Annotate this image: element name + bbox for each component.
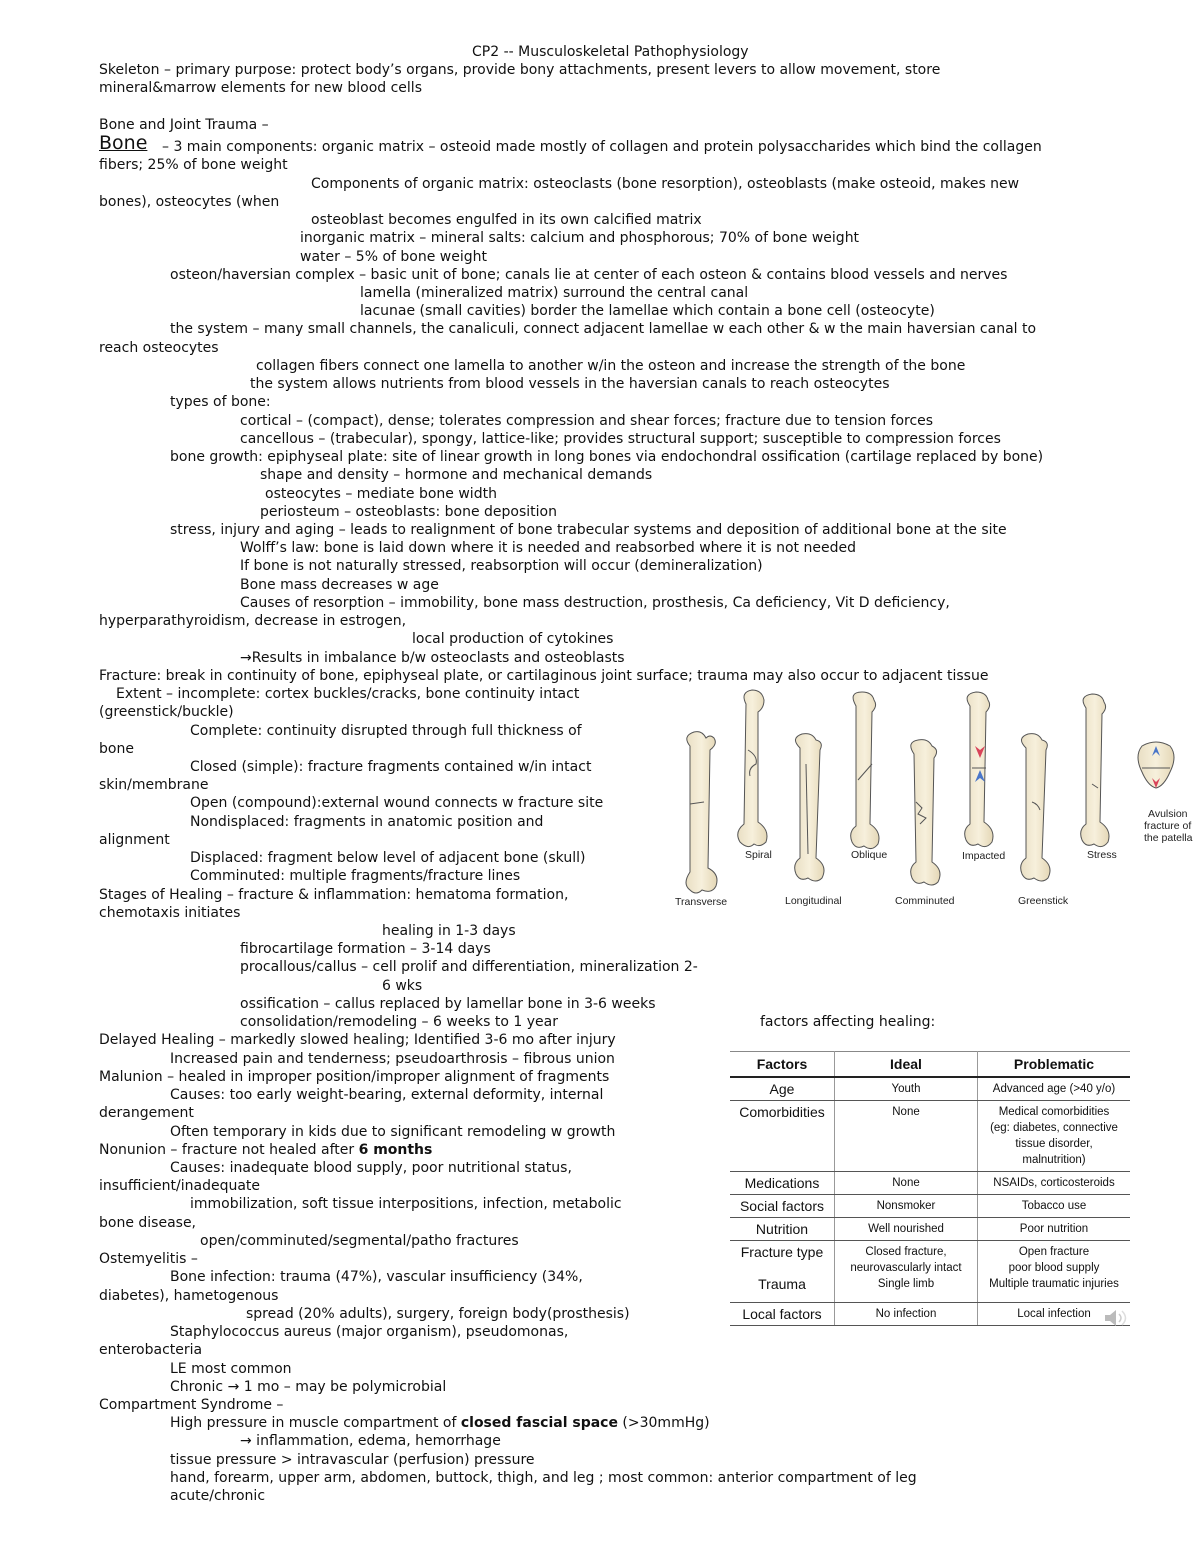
text-line: immobilization, soft tissue interpositions, infection, metabolic	[190, 1196, 622, 1212]
text-line: chemotaxis initiates	[99, 905, 241, 921]
text-line: Delayed Healing – markedly slowed healing; Identified 3-6 mo after injury	[99, 1032, 616, 1048]
nonunion-bold: 6 months	[358, 1142, 433, 1158]
text-line: spread (20% adults), surgery, foreign body(prosthesis)	[246, 1306, 630, 1322]
label-longitudinal: Longitudinal	[785, 895, 842, 907]
text-line: Components of organic matrix: osteoclasts (bone resorption), osteoblasts (make osteoid, makes new	[311, 176, 1020, 192]
text-line: fibrocartilage formation – 3-14 days	[240, 941, 491, 957]
text-line: skin/membrane	[99, 777, 209, 793]
cell-ideal: Youth	[835, 1077, 978, 1101]
text-line: If bone is not naturally stressed, reabsorption will occur (demineralization)	[240, 558, 763, 574]
cell-ideal: Closed fracture, neurovascularly intact Single limb	[835, 1241, 978, 1303]
bone-comminuted	[911, 740, 940, 885]
text-line: Chronic → 1 mo – may be polymicrobial	[170, 1379, 447, 1395]
text-line: Increased pain and tenderness; pseudoarthrosis – fibrous union	[170, 1051, 615, 1067]
text-line: shape and density – hormone and mechanical demands	[260, 467, 653, 483]
header-factors: Factors	[730, 1052, 835, 1078]
text-line: healing in 1-3 days	[382, 923, 516, 939]
bone-stress	[1081, 694, 1109, 847]
text-line: derangement	[99, 1105, 194, 1121]
label-stress: Stress	[1087, 849, 1117, 861]
cell-problematic: Medical comorbidities (eg: diabetes, connective tissue disorder, malnutrition)	[978, 1101, 1131, 1172]
header-problematic: Problematic	[978, 1052, 1131, 1078]
text-line: types of bone:	[170, 394, 271, 410]
text-line: collagen fibers connect one lamella to another w/in the osteon and increase the strength of the bone	[256, 358, 966, 374]
text-line: cortical – (compact), dense; tolerates compression and shear forces; fracture due to tension forces	[240, 413, 934, 429]
cell-problematic: Poor nutrition	[978, 1218, 1131, 1241]
cell-factor: Local factors	[730, 1303, 835, 1326]
text-line: inorganic matrix – mineral salts: calcium and phosphorous; 70% of bone weight	[300, 230, 860, 246]
cell-ideal: None	[835, 1172, 978, 1195]
healing-factors-table-wrap	[730, 1051, 1130, 1326]
table-row	[730, 1195, 1130, 1218]
text-line: tissue pressure > intravascular (perfusion) pressure	[170, 1452, 535, 1468]
text-line: stress, injury and aging – leads to realignment of bone trabecular systems and deposition of additional bone at the site	[170, 522, 1007, 538]
healing-factors-table	[730, 1051, 1130, 1326]
table-row	[730, 1241, 1130, 1303]
table-header-row	[730, 1052, 1130, 1078]
text-line: Displaced: fragment below level of adjacent bone (skull)	[190, 850, 586, 866]
compartment-post: (>30mmHg)	[617, 1415, 710, 1431]
table-row	[730, 1218, 1130, 1241]
bone-transverse	[686, 732, 717, 893]
text-line: Compartment Syndrome –	[99, 1397, 284, 1413]
label-transverse: Transverse	[675, 896, 728, 908]
text-line: Extent – incomplete: cortex buckles/cracks, bone continuity intact	[116, 686, 580, 702]
cell-ideal: Well nourished	[835, 1218, 978, 1241]
fracture-types-figure	[672, 684, 1198, 910]
text-line: Bone and Joint Trauma –	[99, 117, 269, 133]
cell-factor: Age	[730, 1077, 835, 1101]
text-line: fibers; 25% of bone weight	[99, 157, 288, 173]
compartment-bold: closed fascial space	[460, 1415, 618, 1431]
text-line: Bone infection: trauma (47%), vascular insufficiency (34%,	[170, 1269, 583, 1285]
text-line: bone growth: epiphyseal plate: site of linear growth in long bones via endochondral ossification (cartilage replaced by bone)	[170, 449, 1044, 465]
text-line: Wolff’s law: bone is laid down where it is needed and reabsorbed where it is not needed	[240, 540, 856, 556]
label-impacted: Impacted	[962, 850, 1006, 862]
cell-factor: Fracture type Trauma	[730, 1241, 835, 1303]
text-line: Bone mass decreases w age	[240, 577, 439, 593]
text-line: Causes: too early weight-bearing, external deformity, internal	[170, 1087, 604, 1103]
text-line: the system – many small channels, the canaliculi, connect adjacent lamellae w each other & w the main haversian canal to	[170, 321, 1037, 337]
text-line: (greenstick/buckle)	[99, 704, 234, 720]
cell-factor: Nutrition	[730, 1218, 835, 1241]
text-line: lamella (mineralized matrix) surround the central canal	[360, 285, 749, 301]
cell-factor: Medications	[730, 1172, 835, 1195]
text-line: lacunae (small cavities) border the lamellae which contain a bone cell (osteocyte)	[360, 303, 935, 319]
text-line: the system allows nutrients from blood vessels in the haversian canals to reach osteocytes	[250, 376, 890, 392]
table-row	[730, 1101, 1130, 1172]
label-oblique: Oblique	[851, 849, 888, 861]
bone-greenstick	[1021, 734, 1050, 881]
text-line: Open (compound):external wound connects w fracture site	[190, 795, 604, 811]
compartment-line	[170, 1414, 710, 1432]
cell-ideal: None	[835, 1101, 978, 1172]
text-line: hand, forearm, upper arm, abdomen, buttock, thigh, and leg ; most common: anterior compartment of leg	[170, 1470, 917, 1486]
label-avulsion-1: Avulsion	[1148, 808, 1188, 820]
bone-longitudinal	[795, 734, 824, 881]
bone-oblique	[851, 692, 879, 849]
text-line: Comminuted: multiple fragments/fracture lines	[190, 868, 521, 884]
nonunion-line	[99, 1141, 432, 1159]
cell-problematic: Tobacco use	[978, 1195, 1131, 1218]
text-line: Staphylococcus aureus (major organism), pseudomonas,	[170, 1324, 569, 1340]
label-greenstick: Greenstick	[1018, 895, 1069, 907]
text-line: Skeleton – primary purpose: protect body’s organs, provide bony attachments, present levers to allow movement, store	[99, 62, 941, 78]
bone-heading: Bone	[99, 132, 148, 154]
cell-ideal: Nonsmoker	[835, 1195, 978, 1218]
text-line: hyperparathyroidism, decrease in estrogen,	[99, 613, 407, 629]
text-line: local production of cytokines	[412, 631, 614, 647]
text-line: osteon/haversian complex – basic unit of bone; canals lie at center of each osteon & contains blood vessels and nerves	[170, 267, 1008, 283]
compartment-text: High pressure in muscle compartment of	[170, 1415, 461, 1431]
cell-factor: Comorbidities	[730, 1101, 835, 1172]
text-line: bone disease,	[99, 1215, 197, 1231]
text-line: Causes: inadequate blood supply, poor nutritional status,	[170, 1160, 572, 1176]
table-body	[730, 1077, 1130, 1326]
text-line: bones), osteocytes (when	[99, 194, 280, 210]
text-line: cancellous – (trabecular), spongy, lattice-like; provides structural support; susceptible to compression forces	[240, 431, 1001, 447]
text-line: Complete: continuity disrupted through full thickness of	[190, 723, 582, 739]
page-title: CP2 -- Musculoskeletal Pathophysiology	[472, 44, 749, 60]
text-line: LE most common	[170, 1361, 292, 1377]
text-line: mineral&marrow elements for new blood cells	[99, 80, 422, 96]
nonunion-text: Nonunion – fracture not healed after	[99, 1142, 359, 1158]
text-line: insufficient/inadequate	[99, 1178, 261, 1194]
cell-problematic: Local infection	[978, 1303, 1131, 1326]
header-ideal: Ideal	[835, 1052, 978, 1078]
text-line: acute/chronic	[170, 1488, 266, 1504]
cell-problematic: Advanced age (>40 y/o)	[978, 1077, 1131, 1101]
text-line: – 3 main components: organic matrix – osteoid made mostly of collagen and protein polysaccharides which bind the collagen	[162, 139, 1042, 155]
cell-problematic: NSAIDs, corticosteroids	[978, 1172, 1131, 1195]
text-line: alignment	[99, 832, 170, 848]
cell-ideal: No infection	[835, 1303, 978, 1326]
text-line: Nondisplaced: fragments in anatomic position and	[190, 814, 544, 830]
text-line: →Results in imbalance b/w osteoclasts and osteoblasts	[240, 650, 625, 666]
text-line: Often temporary in kids due to significant remodeling w growth	[170, 1124, 616, 1140]
text-line: periosteum – osteoblasts: bone deposition	[260, 504, 557, 520]
label-spiral: Spiral	[745, 849, 772, 861]
text-line: enterobacteria	[99, 1342, 203, 1358]
text-line: Fracture: break in continuity of bone, epiphyseal plate, or cartilaginous joint surface; trauma may also occur to adjacent tissue	[99, 668, 989, 684]
table-row	[730, 1077, 1130, 1101]
text-line: Causes of resorption – immobility, bone mass destruction, prosthesis, Ca deficiency, Vit D deficiency,	[240, 595, 950, 611]
text-line: procallous/callus – cell prolif and differentiation, mineralization 2-	[240, 959, 698, 975]
text-line: factors affecting healing:	[760, 1014, 936, 1030]
cell-problematic: Open fracture poor blood supply Multiple traumatic injuries	[978, 1241, 1131, 1303]
text-line: osteoblast becomes engulfed in its own calcified matrix	[311, 212, 702, 228]
text-line: Malunion – healed in improper position/improper alignment of fragments	[99, 1069, 610, 1085]
text-line: osteocytes – mediate bone width	[265, 486, 497, 502]
text-line: Stages of Healing – fracture & inflammation: hematoma formation,	[99, 887, 569, 903]
bone-impacted	[965, 692, 993, 847]
speaker-icon[interactable]	[1103, 1307, 1129, 1329]
text-line: consolidation/remodeling – 6 weeks to 1 year	[240, 1014, 558, 1030]
text-line: open/comminuted/segmental/patho fractures	[200, 1233, 519, 1249]
cell-factor: Social factors	[730, 1195, 835, 1218]
text-line: reach osteocytes	[99, 340, 219, 356]
table-row	[730, 1303, 1130, 1326]
table-row	[730, 1172, 1130, 1195]
text-line: Closed (simple): fracture fragments contained w/in intact	[190, 759, 592, 775]
text-line: diabetes), hametogenous	[99, 1288, 279, 1304]
text-line: ossification – callus replaced by lamellar bone in 3-6 weeks	[240, 996, 656, 1012]
text-line: Ostemyelitis –	[99, 1251, 198, 1267]
label-avulsion-3: the patella	[1144, 832, 1193, 844]
label-comminuted: Comminuted	[895, 895, 955, 907]
label-avulsion-2: fracture of	[1144, 820, 1192, 832]
text-line: water – 5% of bone weight	[300, 249, 487, 265]
text-line: 6 wks	[382, 978, 423, 994]
text-line: → inflammation, edema, hemorrhage	[240, 1433, 501, 1449]
text-line: bone	[99, 741, 134, 757]
bone-spiral	[738, 690, 767, 847]
